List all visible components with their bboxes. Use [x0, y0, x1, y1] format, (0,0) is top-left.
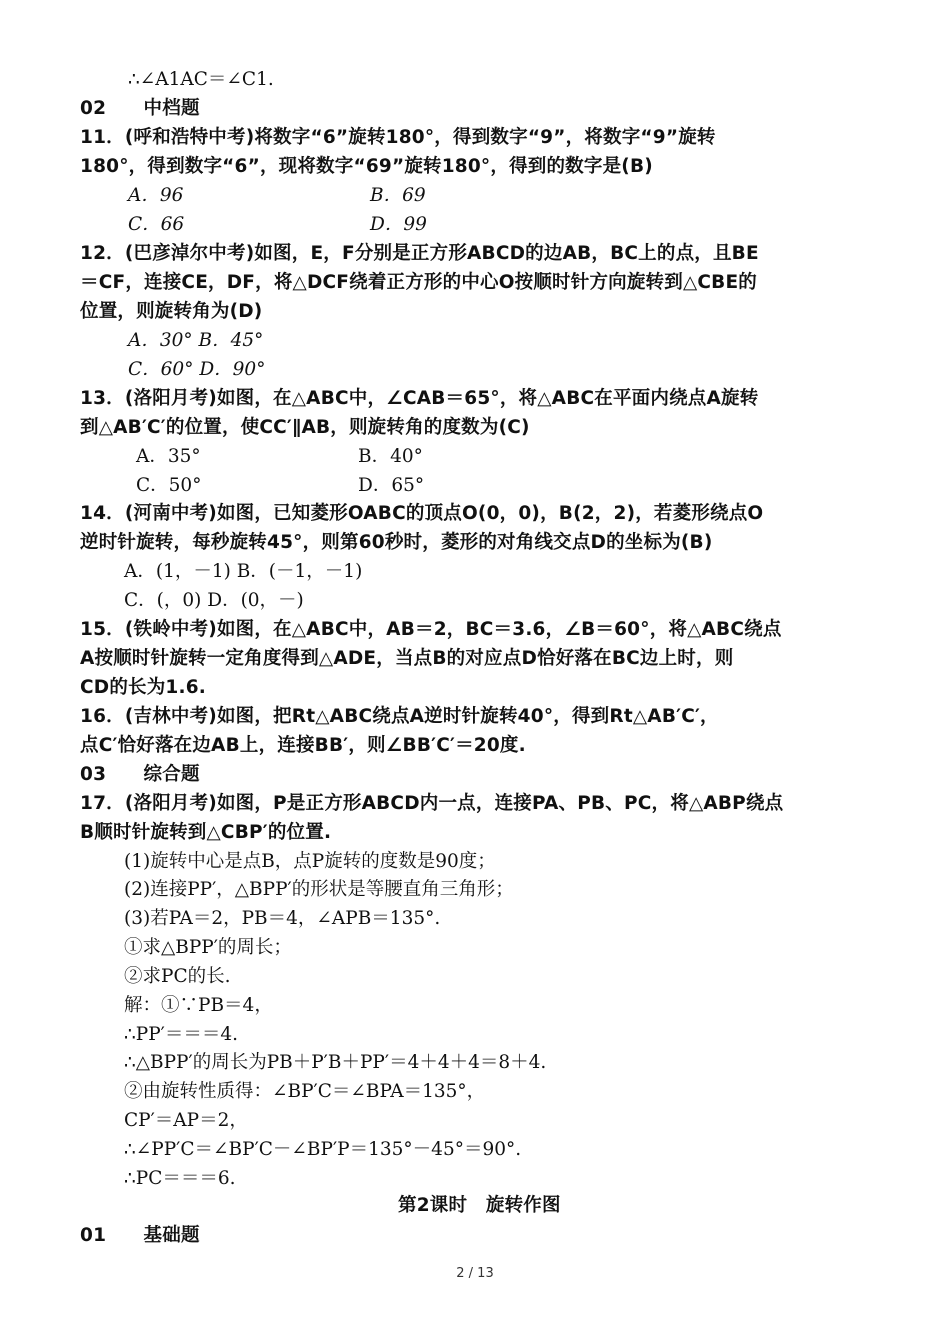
sub-question-3-part-1: ①求△BPP′的周长；: [124, 937, 292, 958]
section-heading: 03 综合题: [80, 764, 200, 785]
question-15-line-1: 15．(铁岭中考)如图，在△ABC中，AB＝2，BC＝3.6，∠B＝60°，将△ABC绕点: [80, 619, 782, 640]
question-15-line-2: A按顺时针旋转一定角度得到△ADE，当点B的对应点D恰好落在BC边上时，则: [80, 648, 734, 669]
sub-question-1: (1)旋转中心是点B，点P旋转的度数是90度；: [124, 851, 496, 872]
page-number: 2 / 13: [456, 1266, 494, 1281]
option-b: B．69: [370, 185, 426, 206]
question-12-line-3: 位置，则旋转角为(D): [80, 301, 263, 322]
question-17-line-2: B顺时针旋转到△CBP′的位置.: [80, 822, 332, 843]
option-a: A．35°: [136, 446, 201, 467]
sub-question-2: (2)连接PP′，△BPP′的形状是等腰直角三角形；: [124, 879, 514, 900]
solution-line: ∴△BPP′的周长为PB＋P′B＋PP′＝4＋4＋4＝8＋4.: [124, 1052, 547, 1073]
question-15-line-3: CD的长为1.6.: [80, 677, 207, 698]
solution-line: CP′＝AP＝2，: [124, 1110, 248, 1131]
question-12-line-1: 12．(巴彦淖尔中考)如图，E，F分别是正方形ABCD的边AB，BC上的点，且BE: [80, 243, 759, 264]
option-a: A．96: [128, 185, 184, 206]
question-16-line-2: 点C′恰好落在边AB上，连接BB′，则∠BB′C′＝20度.: [80, 735, 526, 756]
options-cd: C．60° D．90°: [128, 359, 266, 380]
question-14-line-1: 14．(河南中考)如图，已知菱形OABC的顶点O(0，0)，B(2，2)，若菱形绕点O: [80, 503, 764, 524]
solution-line: ②由旋转性质得：∠BP′C＝∠BPA＝135°，: [124, 1081, 486, 1102]
sub-question-3-part-2: ②求PC的长.: [124, 966, 231, 987]
question-11-line-2: 180°，得到数字“6”，现将数字“69”旋转180°，得到的数字是(B): [80, 156, 653, 177]
question-12-line-2: ＝CF，连接CE，DF，将△DCF绕着正方形的中心O按顺时针方向旋转到△CBE的: [80, 272, 757, 293]
option-d: D．99: [370, 214, 427, 235]
option-b: B．40°: [358, 446, 423, 467]
options-cd: C．(，0) D．(0，－): [124, 590, 304, 611]
options-ab: A．(1，－1) B．(－1，－1): [124, 561, 363, 582]
solution-line: ∴PP′＝＝＝4.: [124, 1024, 239, 1045]
options-ab: A．30° B．45°: [128, 330, 264, 351]
question-13-line-2: 到△AB′C′的位置，使CC′∥AB，则旋转角的度数为(C): [80, 417, 530, 438]
sub-question-3: (3)若PA＝2，PB＝4，∠APB＝135°.: [124, 908, 441, 929]
solution-line: 解：①∵PB＝4，: [124, 995, 273, 1016]
question-16-line-1: 16．(吉林中考)如图，把Rt△ABC绕点A逆时针旋转40°，得到Rt△AB′C′，: [80, 706, 719, 727]
solution-line: ∴∠PP′C＝∠BP′C－∠BP′P＝135°－45°＝90°.: [124, 1139, 522, 1160]
solution-line: ∴PC＝＝＝6.: [124, 1168, 236, 1189]
lesson-title: 第2课时 旋转作图: [398, 1195, 561, 1216]
option-c: C．50°: [136, 475, 202, 496]
question-14-line-2: 逆时针旋转，每秒旋转45°，则第60秒时，菱形的对角线交点D的坐标为(B): [80, 532, 713, 553]
text-line: ∴∠A1AC＝∠C1.: [128, 69, 274, 90]
option-c: C．66: [128, 214, 185, 235]
question-11-line-1: 11．(呼和浩特中考)将数字“6”旋转180°，得到数字“9”，将数字“9”旋转: [80, 127, 716, 148]
section-heading: 01 基础题: [80, 1225, 200, 1246]
option-d: D．65°: [358, 475, 425, 496]
question-13-line-1: 13．(洛阳月考)如图，在△ABC中，∠CAB＝65°，将△ABC在平面内绕点A旋转: [80, 388, 759, 409]
question-17-line-1: 17．(洛阳月考)如图，P是正方形ABCD内一点，连接PA、PB、PC，将△ABP绕点: [80, 793, 784, 814]
section-heading: 02 中档题: [80, 98, 200, 119]
